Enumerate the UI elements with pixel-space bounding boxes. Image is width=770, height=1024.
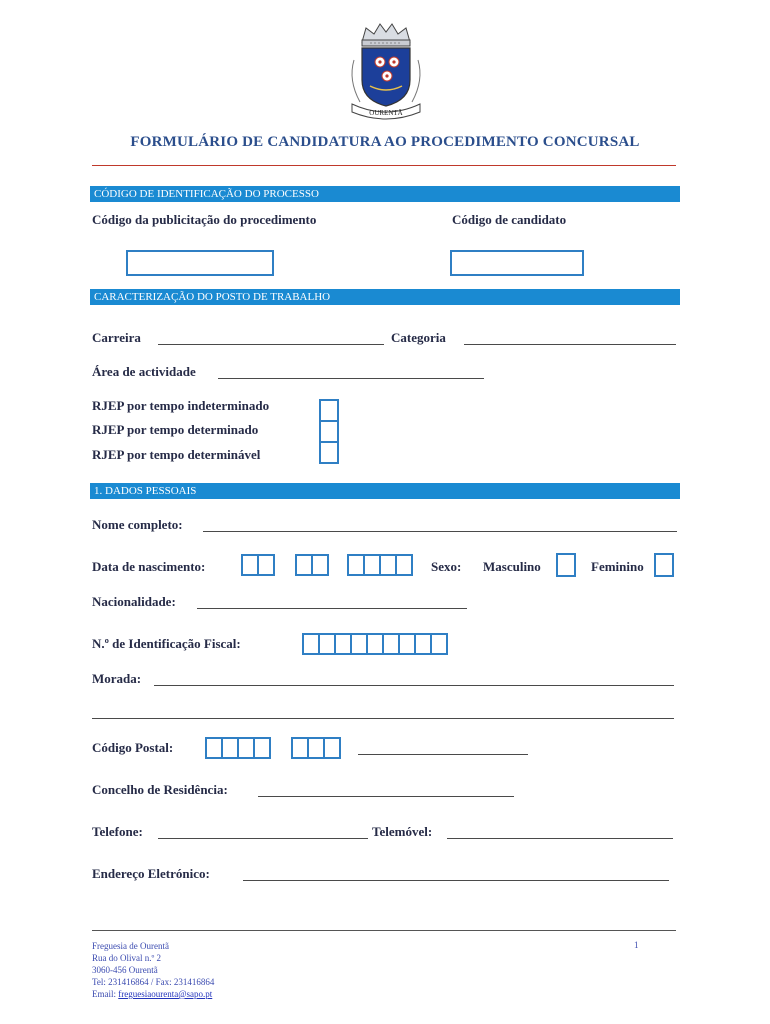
crest-banner-text: OURENTÃ xyxy=(369,109,403,117)
footer-street: Rua do Olival n.º 2 xyxy=(92,953,162,963)
nationality-field[interactable] xyxy=(197,608,467,609)
activity-area-label: Área de actividade xyxy=(92,364,196,379)
digit-box[interactable] xyxy=(257,554,275,576)
birth-month-boxes[interactable] xyxy=(295,554,327,576)
rjep-determinate-checkbox[interactable] xyxy=(319,420,339,443)
title-divider xyxy=(92,165,676,166)
form-title: FORMULÁRIO DE CANDIDATURA AO PROCEDIMENTO CONCURSAL xyxy=(130,134,640,150)
footer-postal: 3060-456 Ourentã xyxy=(92,965,158,975)
category-label: Categoria xyxy=(391,330,446,345)
page-number: 1 xyxy=(634,940,639,950)
publication-code-label: Código da publicitação do procedimento xyxy=(92,212,317,227)
footer-email-link[interactable]: freguesiaourenta@sapo.pt xyxy=(118,989,213,999)
nif-boxes[interactable] xyxy=(302,633,446,655)
postal-code-prefix-boxes[interactable] xyxy=(205,737,269,759)
full-name-field[interactable] xyxy=(203,531,677,532)
career-field[interactable] xyxy=(158,344,384,345)
male-label: Masculino xyxy=(483,559,541,574)
candidate-code-field[interactable] xyxy=(450,250,584,276)
rjep-determinable-label: RJEP por tempo determinável xyxy=(92,447,261,462)
rjep-determinable-checkbox[interactable] xyxy=(319,441,339,464)
footer-phones: Tel: 231416864 / Fax: 231416864 xyxy=(92,977,215,987)
phone-field[interactable] xyxy=(158,838,368,839)
mobile-label: Telemóvel: xyxy=(372,824,433,839)
nif-label: N.º de Identificação Fiscal: xyxy=(92,636,241,651)
footer-org: Freguesia de Ourentã xyxy=(92,941,169,951)
municipality-field[interactable] xyxy=(258,796,514,797)
footer-email-line xyxy=(92,988,214,1000)
digit-box[interactable] xyxy=(253,737,271,759)
full-name-label: Nome completo: xyxy=(92,517,183,532)
sex-label: Sexo: xyxy=(431,559,462,574)
postal-locality-field[interactable] xyxy=(358,754,528,755)
address-field-line-2[interactable] xyxy=(92,718,674,719)
parish-coat-of-arms-logo xyxy=(340,20,432,120)
digit-box[interactable] xyxy=(323,737,341,759)
digit-box[interactable] xyxy=(311,554,329,576)
mobile-field[interactable] xyxy=(447,838,673,839)
phone-label: Telefone: xyxy=(92,824,143,839)
process-section-header: CÓDIGO DE IDENTIFICAÇÃO DO PROCESSO xyxy=(90,186,680,202)
digit-box[interactable] xyxy=(430,633,448,655)
postal-code-label: Código Postal: xyxy=(92,740,174,755)
birth-day-boxes[interactable] xyxy=(241,554,273,576)
birth-date-label: Data de nascimento: xyxy=(92,559,206,574)
rjep-determinate-label: RJEP por tempo determinado xyxy=(92,422,259,437)
female-checkbox[interactable] xyxy=(654,553,674,577)
nationality-label: Nacionalidade: xyxy=(92,594,176,609)
footer-address-block xyxy=(92,940,214,1000)
male-checkbox[interactable] xyxy=(556,553,576,577)
rjep-indeterminate-label: RJEP por tempo indeterminado xyxy=(92,398,270,413)
municipality-label: Concelho de Residência: xyxy=(92,782,228,797)
career-label: Carreira xyxy=(92,330,141,345)
job-section-header: CARACTERIZAÇÃO DO POSTO DE TRABALHO xyxy=(90,289,680,305)
category-field[interactable] xyxy=(464,344,676,345)
email-label: Endereço Eletrónico: xyxy=(92,866,210,881)
candidate-code-label: Código de candidato xyxy=(452,212,567,227)
email-field[interactable] xyxy=(243,880,669,881)
birth-year-boxes[interactable] xyxy=(347,554,411,576)
address-label: Morada: xyxy=(92,671,142,686)
footer-divider xyxy=(92,930,676,931)
address-field-line-1[interactable] xyxy=(154,685,674,686)
footer-email-prefix: Email: xyxy=(92,989,119,999)
personal-section-header: 1. DADOS PESSOAIS xyxy=(90,483,680,499)
female-label: Feminino xyxy=(591,559,644,574)
rjep-indeterminate-checkbox[interactable] xyxy=(319,399,339,422)
postal-code-suffix-boxes[interactable] xyxy=(291,737,339,759)
digit-box[interactable] xyxy=(395,554,413,576)
activity-area-field[interactable] xyxy=(218,378,484,379)
publication-code-field[interactable] xyxy=(126,250,274,276)
